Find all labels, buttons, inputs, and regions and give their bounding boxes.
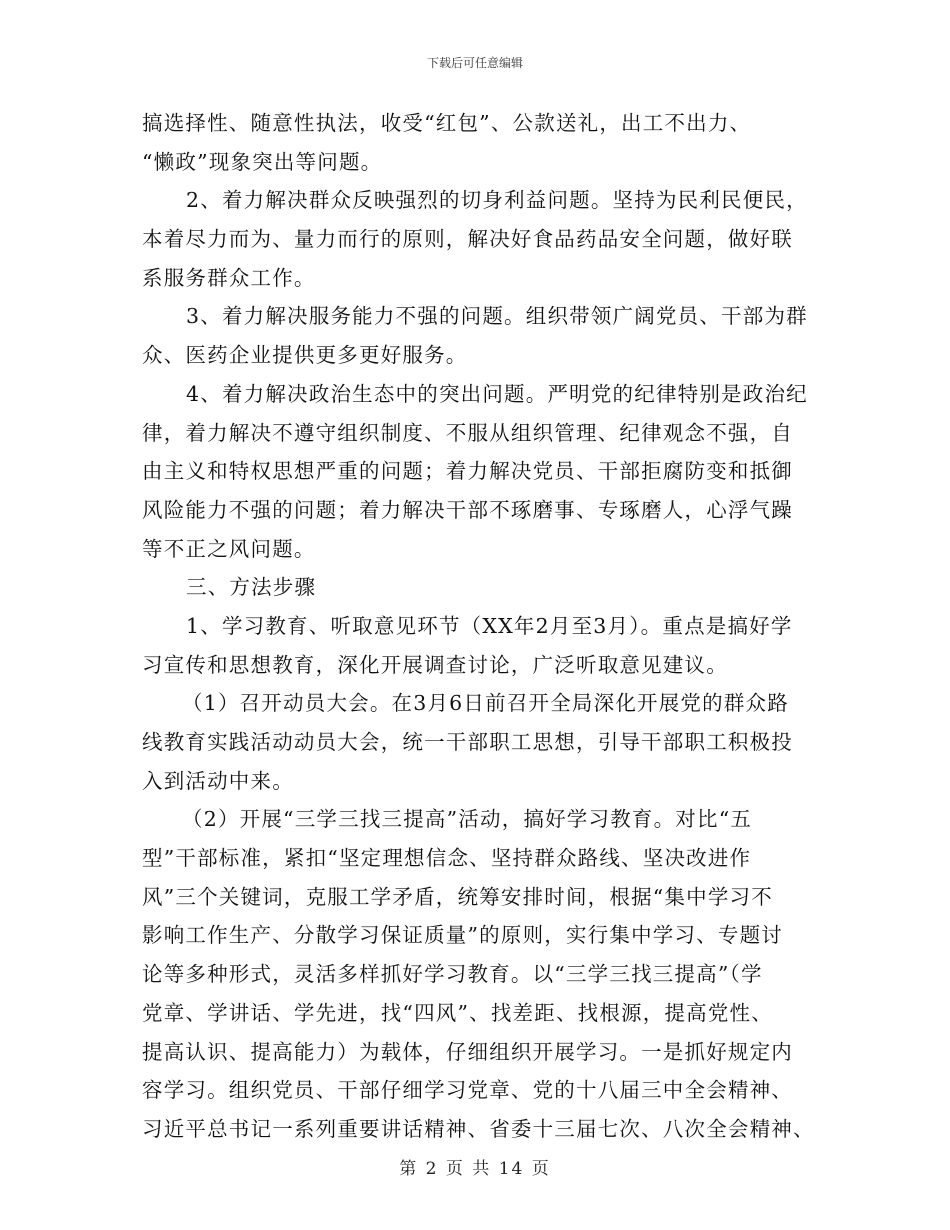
text-line: 由主义和特权思想严重的问题；着力解决党员、干部拒腐防变和抵御: [142, 459, 793, 484]
text-line: 搞选择性、随意性执法，收受“红包”、公款送礼，出工不出力、: [142, 111, 752, 135]
text-line: 等不正之风问题。: [142, 536, 316, 561]
text-line: 线教育实践活动动员大会，统一干部职工思想，引导干部职工积极投: [142, 730, 793, 754]
section-heading: 三、方法步骤: [186, 575, 317, 600]
text-line: 众、医药企业提供更多更好服务。: [142, 343, 468, 368]
text-line: “懒政”现象突出等问题。: [142, 149, 383, 174]
text-line: 系服务群众工作。: [142, 265, 316, 290]
text-line: 提高认识、提高能力）为载体，仔细组织开展学习。一是抓好规定内: [142, 1039, 793, 1064]
text-line: （1）召开动员大会。在3月6日前召开全局深化开展党的群众路: [182, 691, 789, 716]
text-line: 律，着力解决不遵守组织制度、不服从组织管理、纪律观念不强，自: [142, 420, 793, 445]
text-line: 影响工作生产、分散学习保证质量”的原则，实行集中学习、专题讨: [142, 923, 783, 948]
text-line: 容学习。组织党员、干部仔细学习党章、党的十八届三中全会精神、: [142, 1078, 793, 1103]
text-line: 习近平总书记一系列重要讲话精神、省委十三届七次、八次全会精神、: [142, 1116, 815, 1141]
text-line: 3、着力解决服务能力不强的问题。组织带领广阔党员、干部为群: [186, 304, 808, 329]
text-line: （2）开展“三学三找三提高”活动，搞好学习教育。对比“五: [182, 807, 753, 832]
text-line: 4、着力解决政治生态中的突出问题。严明党的纪律特别是政治纪: [186, 381, 808, 406]
text-line: 2、着力解决群众反映强烈的切身利益问题。坚持为民利民便民，: [186, 188, 808, 213]
text-line: 党章、学讲话、学先进，找“四风”、找差距、找根源，提高党性、: [142, 1000, 773, 1025]
text-line: 1、学习教育、听取意见环节（XX年2月至3月）。重点是搞好学: [186, 613, 793, 638]
text-line: 本着尽力而为、量力而行的原则，解决好食品药品安全问题，做好联: [142, 227, 793, 252]
text-line: 入到活动中来。: [142, 768, 294, 793]
text-line: 习宣传和思想教育，深化开展调查讨论，广泛听取意见建议。: [142, 652, 728, 677]
text-line: 型”干部标准，紧扣“坚定理想信念、坚持群众路线、坚决改进作: [142, 846, 752, 871]
text-line: 风险能力不强的问题；着力解决干部不琢磨事、专琢磨人，心浮气躁: [142, 497, 793, 522]
document-body: [142, 104, 815, 1149]
page-header: 下载后可任意编辑: [426, 56, 523, 70]
text-line: 风”三个关键词，克服工学矛盾，统筹安排时间，根据“集中学习不: [142, 884, 773, 909]
text-line: 论等多种形式，灵活多样抓好学习教育。以“三学三找三提高”（学: [142, 962, 763, 987]
page-number: 第 2 页 共 14 页: [399, 1159, 551, 1179]
